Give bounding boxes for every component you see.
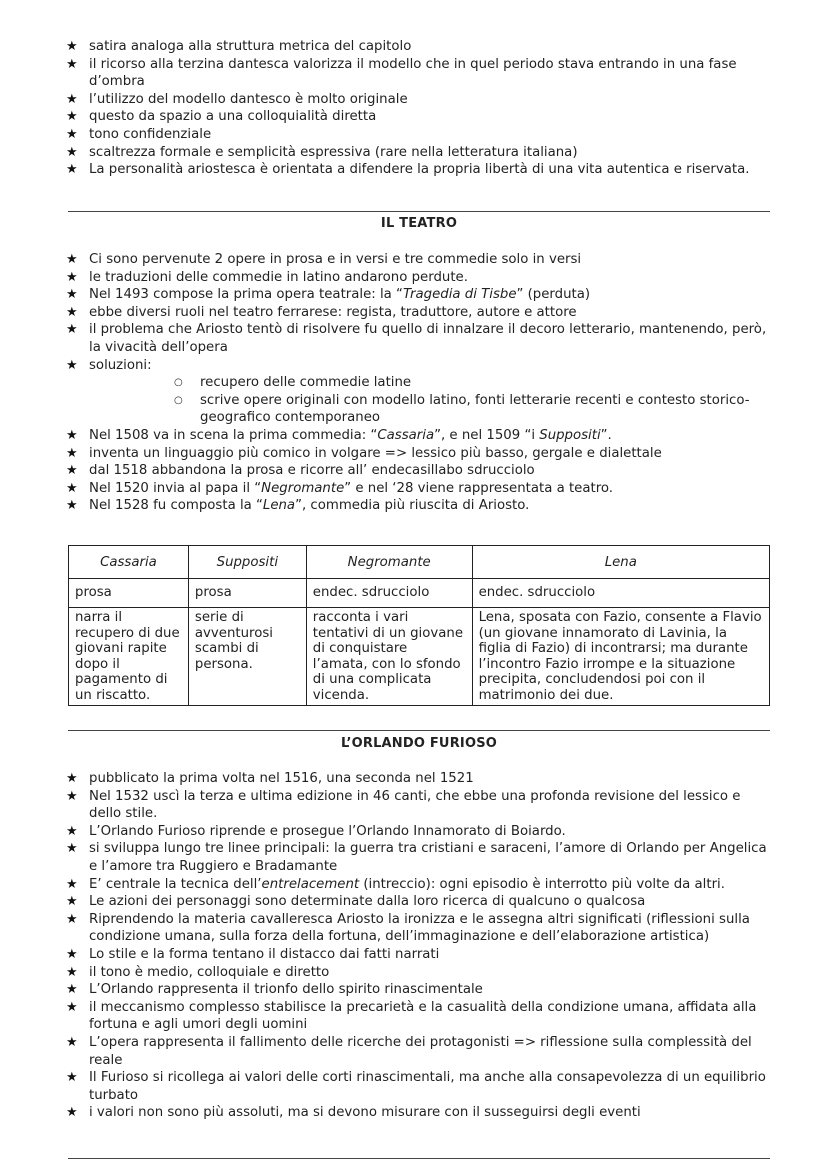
circle-bullet-icon: ○ [174, 377, 183, 389]
star-bullet-icon: ★ [66, 964, 78, 980]
star-bullet-icon: ★ [66, 894, 78, 910]
table-row [69, 579, 770, 608]
star-bullet-icon: ★ [66, 357, 78, 373]
star-bullet-icon: ★ [66, 91, 78, 107]
star-bullet-icon: ★ [66, 287, 78, 303]
star-bullet-icon: ★ [66, 445, 78, 461]
table-cell: endec. sdrucciolo [472, 579, 769, 608]
section-divider [68, 211, 770, 212]
list-item: ★ il problema che Ariosto tentò di risolvere fu quello di innalzare il decoro letterario, mantenendo, però, la vivacità dell’opera [66, 322, 767, 355]
star-bullet-icon: ★ [66, 162, 78, 178]
list-item: ★ E’ centrale la tecnica dell’entrelacement (intreccio): ogni episodio è interrotto più volte da altri. [66, 876, 725, 892]
work-title: Lena [262, 498, 296, 514]
work-title: Suppositi [539, 427, 601, 443]
star-bullet-icon: ★ [66, 480, 78, 496]
star-bullet-icon: ★ [66, 269, 78, 285]
teatro-heading: IL TEATRO [380, 216, 458, 231]
list-item: ★ i valori non sono più assoluti, ma si devono misurare con il susseguirsi degli eventi [66, 1105, 641, 1121]
technical-term: entrelacement [261, 876, 360, 892]
list-item: ★ scaltrezza formale e semplicità espressiva (rare nella letteratura italiana) [66, 144, 578, 160]
star-bullet-icon: ★ [66, 999, 78, 1015]
list-item: ★ Il Furioso si ricollega ai valori delle corti rinascimentali, ma anche alla consapevolezza di un equilibrio turbato [66, 1070, 766, 1103]
list-item: ★ Nel 1520 invia al papa il “Negromante” e nel ‘28 viene rappresentata a teatro. [66, 480, 614, 496]
star-bullet-icon: ★ [66, 788, 78, 804]
list-item: ★ inventa un linguaggio più comico in volgare => lessico più basso, gergale e dialettale [66, 445, 662, 461]
list-item: ★ L’Orlando Furioso riprende e prosegue l’Orlando Innamorato di Boiardo. [66, 823, 566, 839]
table-row [69, 608, 770, 706]
star-bullet-icon: ★ [66, 911, 78, 927]
star-bullet-icon: ★ [66, 56, 78, 72]
list-item: ★ l’utilizzo del modello dantesco è molto originale [66, 91, 408, 107]
list-item: ★ L’Orlando rappresenta il trionfo dello spirito rinascimentale [66, 982, 483, 998]
star-bullet-icon: ★ [66, 304, 78, 320]
table-cell: Lena, sposata con Fazio, consente a Flavio (un giovane innamorato di Lavinia, la figlia di Fazio) di incontrarsi; ma durante l’incontro Fazio irrompe e la situazione precipita, concludendosi poi con il matrimonio dei due. [472, 608, 769, 706]
list-item: ★ pubblicato la prima volta nel 1516, una seconda nel 1521 [66, 771, 474, 786]
star-bullet-icon: ★ [66, 1070, 78, 1086]
circle-bullet-icon: ○ [174, 394, 183, 406]
list-item: ★ questo da spazio a una colloquialità diretta [66, 109, 377, 125]
comedies-table [68, 545, 770, 706]
star-bullet-icon: ★ [66, 109, 78, 125]
furioso-heading: L’ORLANDO FURIOSO [340, 736, 498, 751]
sublist-item: ○ recupero delle commedie latine [174, 375, 412, 391]
furioso-list [66, 770, 776, 1122]
list-item: ★ dal 1518 abbandona la prosa e ricorre all’ endecasillabo sdrucciolo [66, 463, 535, 479]
table-cell: narra il recupero di due giovani rapite dopo il pagamento di un riscatto. [69, 608, 189, 706]
list-item: ★ Lo stile e la forma tentano il distacco dai fatti narrati [66, 946, 440, 962]
header-cassaria: Cassaria [69, 546, 189, 579]
sublist-item: ○ scrive opere originali con modello latino, fonti letterarie recenti e contesto storico-geografico contemporaneo [174, 392, 750, 426]
satire-notes-list [66, 38, 776, 179]
table-cell: serie di avventurosi scambi di persona. [188, 608, 306, 706]
table-cell: prosa [188, 579, 306, 608]
header-lena: Lena [472, 546, 769, 579]
list-item: ★ Ci sono pervenute 2 opere in prosa e in versi e tre commedie solo in versi [66, 252, 582, 267]
list-item: ★ Nel 1532 uscì la terza e ultima edizione in 46 canti, che ebbe una profonda revisione del lessico e dello stile. [66, 788, 741, 822]
star-bullet-icon: ★ [66, 322, 78, 338]
work-title: Cassaria [377, 427, 435, 443]
list-item: ★ le traduzioni delle commedie in latino andarono perdute. [66, 269, 468, 285]
star-bullet-icon: ★ [66, 463, 78, 479]
star-bullet-icon: ★ [66, 252, 78, 267]
list-item: ★ Le azioni dei personaggi sono determinate dalla loro ricerca di qualcuno o qualcosa [66, 894, 646, 910]
list-item: ★ il meccanismo complesso stabilisce la precarietà e la casualità della condizione umana, affidata alla fortuna e agli umori degli uomini [66, 999, 757, 1033]
work-title: Negromante [261, 480, 345, 496]
star-bullet-icon: ★ [66, 1034, 78, 1050]
list-item: ★ soluzioni: [66, 357, 152, 373]
table-cell: endec. sdrucciolo [306, 579, 472, 608]
list-item: ★ Riprendendo la materia cavalleresca Ariosto la ironizza e le assegna altri significati (riflessioni sulla condizione umana, sulla forza della fortuna, dell’immaginazione e dell’elaborazione artistica) [66, 911, 750, 945]
list-item: ★ Nel 1528 fu composta la “Lena”, commedia più riuscita di Ariosto. [66, 498, 530, 514]
star-bullet-icon: ★ [66, 1105, 78, 1121]
star-bullet-icon: ★ [66, 144, 78, 160]
teatro-list-continued [66, 427, 776, 515]
header-suppositi: Suppositi [188, 546, 306, 579]
star-bullet-icon: ★ [66, 39, 78, 54]
section-divider [68, 1158, 770, 1159]
solutions-sublist [66, 374, 776, 427]
star-bullet-icon: ★ [66, 498, 78, 514]
list-item: ★ satira analoga alla struttura metrica del capitolo [66, 39, 412, 54]
table-header-row [69, 546, 770, 579]
table-cell: racconta i vari tentativi di un giovane di conquistare l’amata, con lo sfondo di una complicata vicenda. [306, 608, 472, 706]
work-title: Tragedia di Tisbe [402, 287, 517, 303]
teatro-section [66, 251, 776, 515]
list-item: ★ il ricorso alla terzina dantesca valorizza il modello che in quel periodo stava entrando in una fase d’ombra [66, 56, 737, 90]
list-item: ★ il tono è medio, colloquiale e diretto [66, 964, 330, 980]
list-item: ★ L’opera rappresenta il fallimento delle ricerche dei protagonisti => riflessione sulla complessità del reale [66, 1034, 752, 1068]
list-item: ★ si sviluppa lungo tre linee principali: la guerra tra cristiani e saraceni, l’amore di Orlando per Angelica e l’amore tra Ruggiero e Bradamante [66, 841, 767, 874]
star-bullet-icon: ★ [66, 982, 78, 998]
star-bullet-icon: ★ [66, 823, 78, 839]
star-bullet-icon: ★ [66, 771, 78, 786]
section-divider [68, 730, 770, 731]
star-bullet-icon: ★ [66, 427, 78, 443]
header-negromante: Negromante [306, 546, 472, 579]
star-bullet-icon: ★ [66, 126, 78, 142]
star-bullet-icon: ★ [66, 946, 78, 962]
list-item: ★ tono confidenziale [66, 126, 212, 142]
list-item: ★ La personalità ariostesca è orientata a difendere la propria libertà di una vita autentica e riservata. [66, 162, 750, 178]
star-bullet-icon: ★ [66, 841, 78, 857]
table-cell: prosa [69, 579, 189, 608]
list-item: ★ Nel 1508 va in scena la prima commedia: “Cassaria”, e nel 1509 “i Suppositi”. [66, 427, 612, 443]
teatro-list [66, 251, 776, 374]
star-bullet-icon: ★ [66, 876, 78, 892]
list-item: ★ ebbe diversi ruoli nel teatro ferrarese: regista, traduttore, autore e attore [66, 304, 577, 320]
list-item: ★ Nel 1493 compose la prima opera teatrale: la “Tragedia di Tisbe” (perduta) [66, 287, 591, 303]
